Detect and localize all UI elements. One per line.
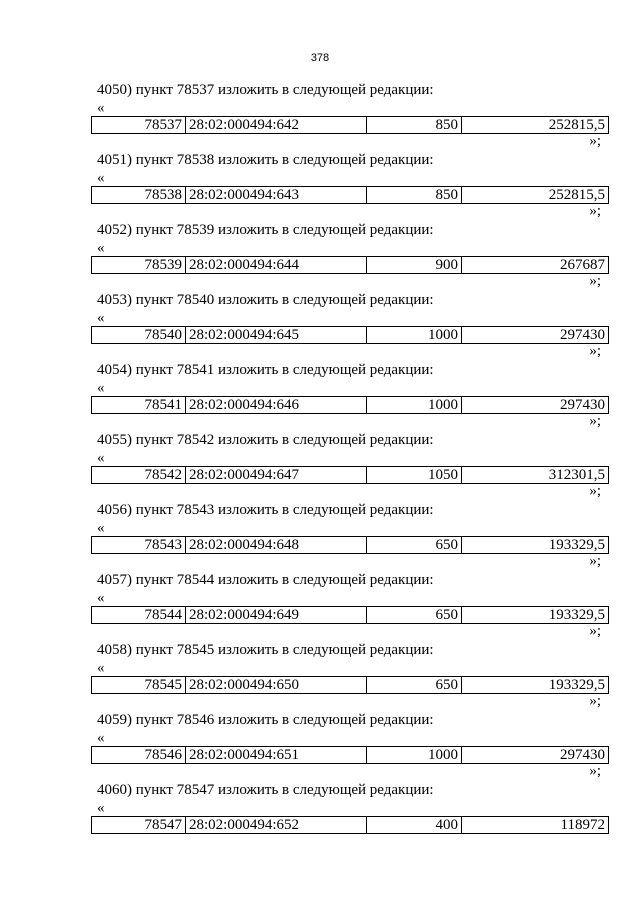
- item-number-cell: 78542: [92, 467, 186, 484]
- amendment-table: [91, 466, 609, 484]
- item-number-cell: 78539: [92, 257, 186, 274]
- closing-quote: »;: [589, 343, 601, 359]
- page-number: 378: [310, 52, 330, 64]
- closing-quote: »;: [589, 273, 601, 289]
- amendment-entry: [91, 430, 609, 500]
- amendment-entry: [91, 220, 609, 290]
- area-cell: 1050: [367, 467, 462, 484]
- cadastral-number-cell: 28:02:000494:647: [186, 467, 367, 484]
- table-row: [92, 537, 609, 554]
- value-cell: 312301,5: [462, 467, 609, 484]
- table-row: [92, 187, 609, 204]
- closing-quote: »;: [589, 623, 601, 639]
- closing-quote: »;: [589, 203, 601, 219]
- closing-quote: »;: [589, 133, 601, 149]
- value-cell: 297430: [462, 397, 609, 414]
- opening-quote: «: [97, 170, 105, 186]
- area-cell: 650: [367, 607, 462, 624]
- cadastral-number-cell: 28:02:000494:652: [186, 817, 367, 834]
- item-number-cell: 78546: [92, 747, 186, 764]
- cadastral-number-cell: 28:02:000494:646: [186, 397, 367, 414]
- table-row: [92, 257, 609, 274]
- value-cell: 267687: [462, 257, 609, 274]
- area-cell: 650: [367, 677, 462, 694]
- value-cell: 193329,5: [462, 537, 609, 554]
- area-cell: 1000: [367, 747, 462, 764]
- value-cell: 193329,5: [462, 677, 609, 694]
- opening-quote: «: [97, 240, 105, 256]
- table-row: [92, 747, 609, 764]
- amendment-table: [91, 536, 609, 554]
- opening-quote: «: [97, 100, 105, 116]
- area-cell: 650: [367, 537, 462, 554]
- area-cell: 1000: [367, 327, 462, 344]
- amendment-heading: 4051) пункт 78538 изложить в следующей редакции:: [97, 152, 434, 168]
- amendment-table: [91, 746, 609, 764]
- amendment-entry: [91, 710, 609, 780]
- amendment-table: [91, 816, 609, 834]
- value-cell: 297430: [462, 747, 609, 764]
- item-number-cell: 78545: [92, 677, 186, 694]
- opening-quote: «: [97, 800, 105, 816]
- amendment-table: [91, 326, 609, 344]
- amendment-heading: 4058) пункт 78545 изложить в следующей редакции:: [97, 642, 434, 658]
- item-number-cell: 78544: [92, 607, 186, 624]
- amendment-heading: 4055) пункт 78542 изложить в следующей редакции:: [97, 432, 434, 448]
- area-cell: 850: [367, 117, 462, 134]
- cadastral-number-cell: 28:02:000494:649: [186, 607, 367, 624]
- item-number-cell: 78543: [92, 537, 186, 554]
- table-row: [92, 607, 609, 624]
- table-row: [92, 467, 609, 484]
- amendment-heading: 4057) пункт 78544 изложить в следующей редакции:: [97, 572, 434, 588]
- table-row: [92, 117, 609, 134]
- area-cell: 850: [367, 187, 462, 204]
- amendment-entry: [91, 80, 609, 150]
- amendment-heading: 4060) пункт 78547 изложить в следующей редакции:: [97, 782, 434, 798]
- value-cell: 297430: [462, 327, 609, 344]
- cadastral-number-cell: 28:02:000494:648: [186, 537, 367, 554]
- closing-quote: »;: [589, 693, 601, 709]
- item-number-cell: 78541: [92, 397, 186, 414]
- item-number-cell: 78538: [92, 187, 186, 204]
- amendment-entry: [91, 570, 609, 640]
- item-number-cell: 78547: [92, 817, 186, 834]
- item-number-cell: 78537: [92, 117, 186, 134]
- amendment-table: [91, 396, 609, 414]
- cadastral-number-cell: 28:02:000494:645: [186, 327, 367, 344]
- amendment-heading: 4052) пункт 78539 изложить в следующей редакции:: [97, 222, 434, 238]
- amendment-entry: [91, 290, 609, 360]
- table-row: [92, 817, 609, 834]
- opening-quote: «: [97, 590, 105, 606]
- amendment-entry: [91, 360, 609, 430]
- table-row: [92, 327, 609, 344]
- amendment-entry: [91, 640, 609, 710]
- amendment-heading: 4059) пункт 78546 изложить в следующей редакции:: [97, 712, 434, 728]
- opening-quote: «: [97, 660, 105, 676]
- area-cell: 400: [367, 817, 462, 834]
- closing-quote: »;: [589, 483, 601, 499]
- opening-quote: «: [97, 730, 105, 746]
- value-cell: 118972: [462, 817, 609, 834]
- opening-quote: «: [97, 380, 105, 396]
- item-number-cell: 78540: [92, 327, 186, 344]
- cadastral-number-cell: 28:02:000494:642: [186, 117, 367, 134]
- cadastral-number-cell: 28:02:000494:643: [186, 187, 367, 204]
- amendment-entry: [91, 780, 609, 850]
- opening-quote: «: [97, 450, 105, 466]
- table-row: [92, 397, 609, 414]
- amendment-entry: [91, 150, 609, 220]
- closing-quote: »;: [589, 553, 601, 569]
- document-body: [91, 80, 609, 850]
- area-cell: 1000: [367, 397, 462, 414]
- area-cell: 900: [367, 257, 462, 274]
- table-row: [92, 677, 609, 694]
- amendment-heading: 4056) пункт 78543 изложить в следующей редакции:: [97, 502, 434, 518]
- opening-quote: «: [97, 310, 105, 326]
- amendment-table: [91, 116, 609, 134]
- amendment-heading: 4050) пункт 78537 изложить в следующей редакции:: [97, 82, 434, 98]
- value-cell: 252815,5: [462, 117, 609, 134]
- amendment-table: [91, 676, 609, 694]
- cadastral-number-cell: 28:02:000494:650: [186, 677, 367, 694]
- cadastral-number-cell: 28:02:000494:644: [186, 257, 367, 274]
- closing-quote: »;: [589, 413, 601, 429]
- amendment-table: [91, 606, 609, 624]
- amendment-heading: 4053) пункт 78540 изложить в следующей редакции:: [97, 292, 434, 308]
- amendment-table: [91, 186, 609, 204]
- amendment-heading: 4054) пункт 78541 изложить в следующей редакции:: [97, 362, 434, 378]
- opening-quote: «: [97, 520, 105, 536]
- value-cell: 252815,5: [462, 187, 609, 204]
- amendment-table: [91, 256, 609, 274]
- amendment-entry: [91, 500, 609, 570]
- closing-quote: »;: [589, 763, 601, 779]
- value-cell: 193329,5: [462, 607, 609, 624]
- cadastral-number-cell: 28:02:000494:651: [186, 747, 367, 764]
